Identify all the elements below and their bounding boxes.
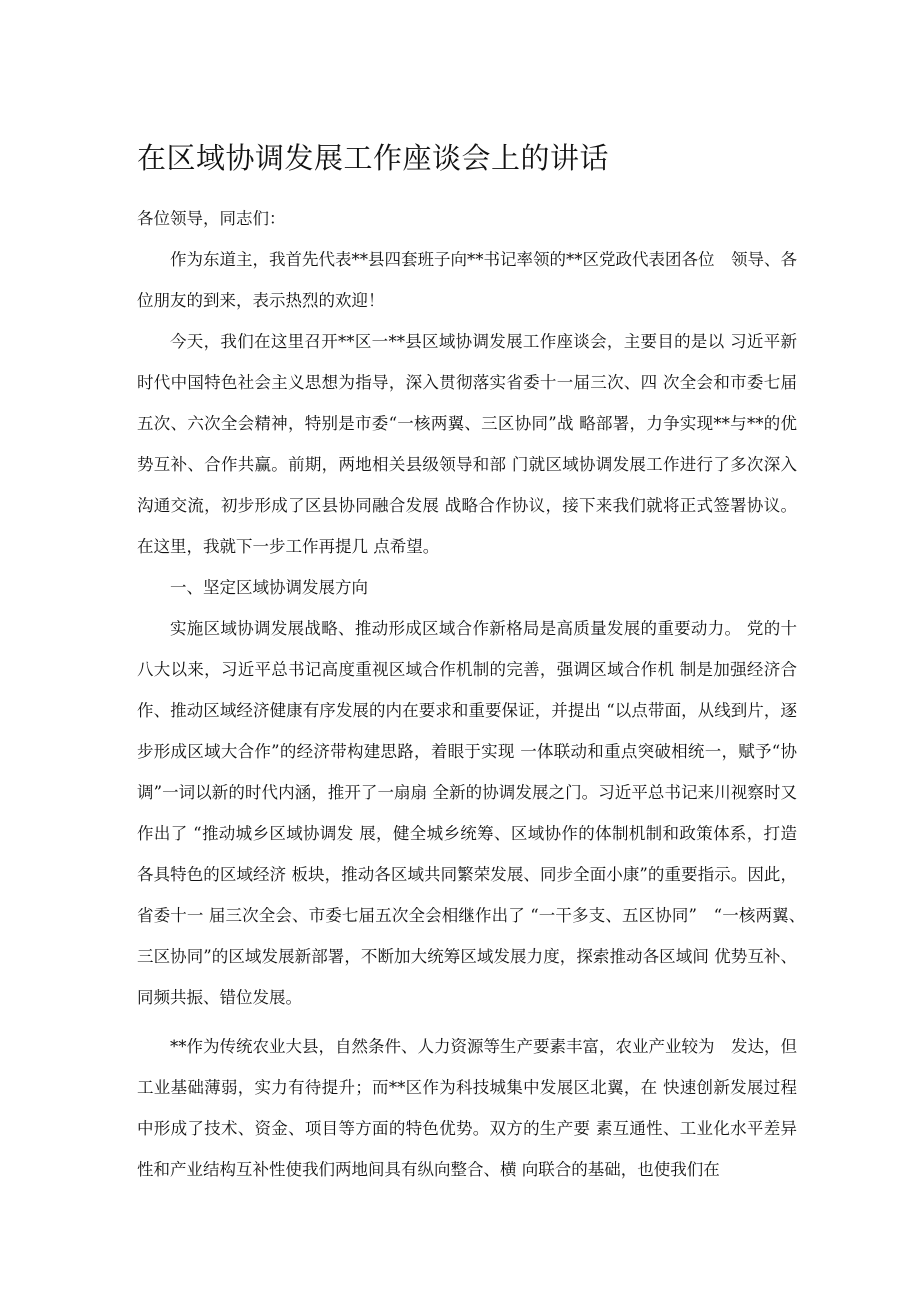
paragraph-purpose: 今天，我们在这里召开**区一**县区域协调发展工作座谈会，主要目的是以 习近平新时代中国特色社会主义思想为指导，深入贯彻落实省委十一届三次、四 次全会和市委七届五次、六次全会精神，特别是市委“一核两翼、三区协同”战 略部署，力争实现**与**的优势互补、合作共赢。前期，两地相关县级领导和部 门就区域协调发展工作进行了多次深入沟通交流，初步形成了区县协同融合发展 战略合作协议，接下来我们就将正式签署协议。在这里，我就下一步工作再提几 点希望。 — [137, 332, 797, 556]
paragraph-welcome: 作为东道主，我首先代表**县四套班子向**书记率领的**区党政代表团各位 领导、各位朋友的到来，表示热烈的欢迎！ — [137, 250, 797, 310]
paragraph-strategy: 实施区域协调发展战略、推动形成区域合作新格局是高质量发展的重要动力。 党的十八大以来，习近平总书记高度重视区域合作机制的完善，强调区域合作机 制是加强经济合作、推动区域经济健康有序发展的内在要求和重要保证，并提出 “以点带面，从线到片，逐步形成区域大合作”的经济带构建思路，着眼于实现 一体联动和重点突破相统一，赋予“协调”一词以新的时代内涵，推开了一扇扇 全新的协调发展之门。习近平总书记来川视察时又作出了 “推动城乡区域协调发 展，健全城乡统筹、区域协作的体制机制和政策体系，打造各具特色的区域经济 板块，推动各区域共同繁荣发展、同步全面小康”的重要指示。因此，省委十一 届三次全会、市委七届五次全会相继作出了 “一干多支、五区协同” “一核两翼、 三区协同”的区域发展新部署，不断加大统筹区域发展力度，探索推动各区域间 优势互补、同频共振、错位发展。 — [137, 619, 814, 1007]
salutation: 各位领导，同志们： — [137, 209, 286, 228]
paragraph-comparison: **作为传统农业大县，自然条件、人力资源等生产要素丰富，农业产业较为 发达，但工业基础薄弱，实力有待提升；而**区作为科技城集中发展区北翼，在 快速创新发展过程中形成了技术、资金、项目等方面的特色优势。双方的生产要 素互通性、工业化水平差异性和产业结构互补性使我们两地间具有纵向整合、横 向联合的基础，也使我们在 — [137, 1037, 797, 1179]
document-title: 在区域协调发展工作座谈会上的讲话 — [137, 141, 610, 175]
document-body — [137, 198, 814, 1190]
section-heading-1: 一、坚定区域协调发展方向 — [170, 578, 368, 597]
